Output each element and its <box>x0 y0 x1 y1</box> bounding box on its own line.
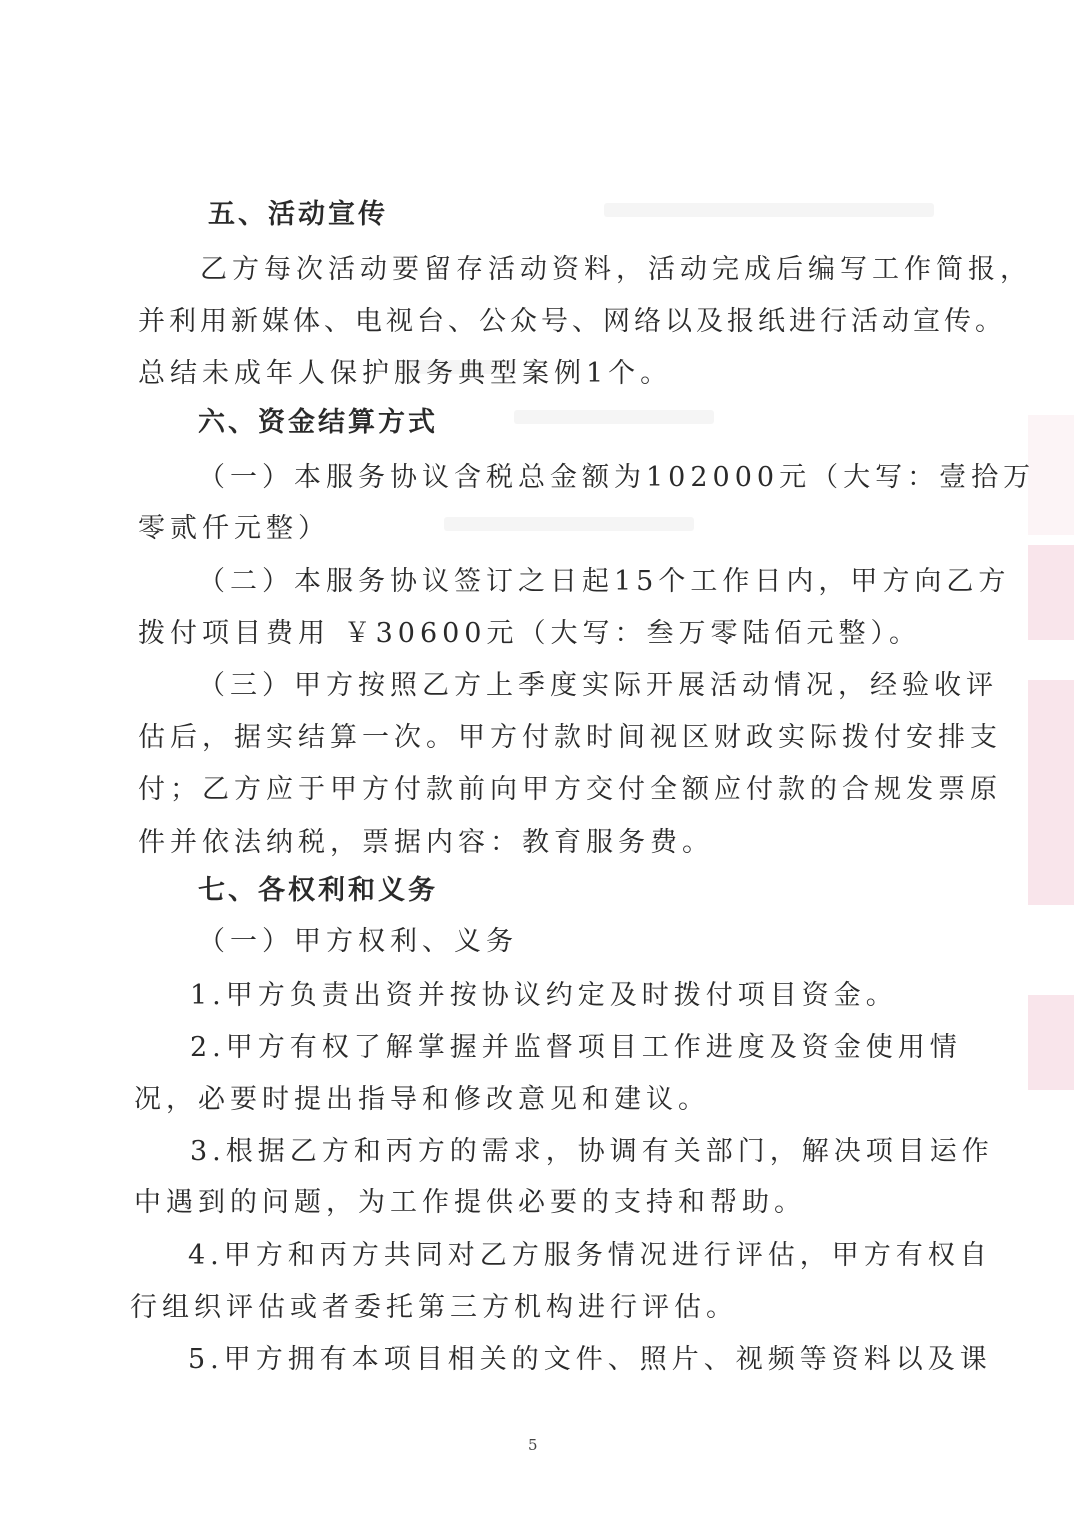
paragraph-line: （一）本服务协议含税总金额为102000元（大写：壹拾万 <box>198 462 1036 493</box>
bleed-through <box>444 517 694 531</box>
paragraph-line: 2.甲方有权了解掌握并监督项目工作进度及资金使用情 <box>190 1032 962 1063</box>
paragraph-line: 况，必要时提出指导和修改意见和建议。 <box>134 1084 710 1115</box>
subsection-heading: （一）甲方权利、义务 <box>198 926 518 957</box>
section-heading-5: 五、活动宣传 <box>208 199 388 230</box>
paragraph-line: 总结未成年人保护服务典型案例1个。 <box>138 358 673 389</box>
paragraph-line: 付；乙方应于甲方付款前向甲方交付全额应付款的合规发票原 <box>138 774 1002 805</box>
scan-stain <box>1028 545 1074 640</box>
paragraph-line: 行组织评估或者委托第三方机构进行评估。 <box>130 1292 738 1323</box>
bleed-through <box>604 203 934 217</box>
page-number: 5 <box>528 1436 538 1454</box>
paragraph-line: 3.根据乙方和丙方的需求，协调有关部门，解决项目运作 <box>190 1136 994 1167</box>
section-heading-6: 六、资金结算方式 <box>198 407 438 438</box>
paragraph-line: 1.甲方负责出资并按协议约定及时拨付项目资金。 <box>190 980 898 1011</box>
paragraph-line: 零贰仟元整） <box>138 513 330 544</box>
bleed-through <box>514 410 714 424</box>
paragraph-line: （三）甲方按照乙方上季度实际开展活动情况，经验收评 <box>198 670 998 701</box>
paragraph-line: 5.甲方拥有本项目相关的文件、照片、视频等资料以及课 <box>188 1344 992 1375</box>
paragraph-line: 拨付项目费用 ￥30600元（大写：叁万零陆佰元整）。 <box>138 618 921 649</box>
paragraph-line: （二）本服务协议签订之日起15个工作日内，甲方向乙方 <box>198 566 1011 597</box>
scan-stain <box>1028 995 1074 1090</box>
paragraph-line: 中遇到的问题，为工作提供必要的支持和帮助。 <box>134 1187 806 1218</box>
paragraph-line: 估后，据实结算一次。甲方付款时间视区财政实际拨付安排支 <box>138 722 1002 753</box>
paragraph-line: 件并依法纳税，票据内容：教育服务费。 <box>138 827 714 858</box>
section-heading-7: 七、各权利和义务 <box>198 875 438 906</box>
paragraph-line: 4.甲方和丙方共同对乙方服务情况进行评估，甲方有权自 <box>188 1240 992 1271</box>
scan-stain <box>1028 680 1074 905</box>
paragraph-line: 乙方每次活动要留存活动资料，活动完成后编写工作简报， <box>200 254 1032 285</box>
paragraph-line: 并利用新媒体、电视台、公众号、网络以及报纸进行活动宣传。 <box>138 306 1006 337</box>
